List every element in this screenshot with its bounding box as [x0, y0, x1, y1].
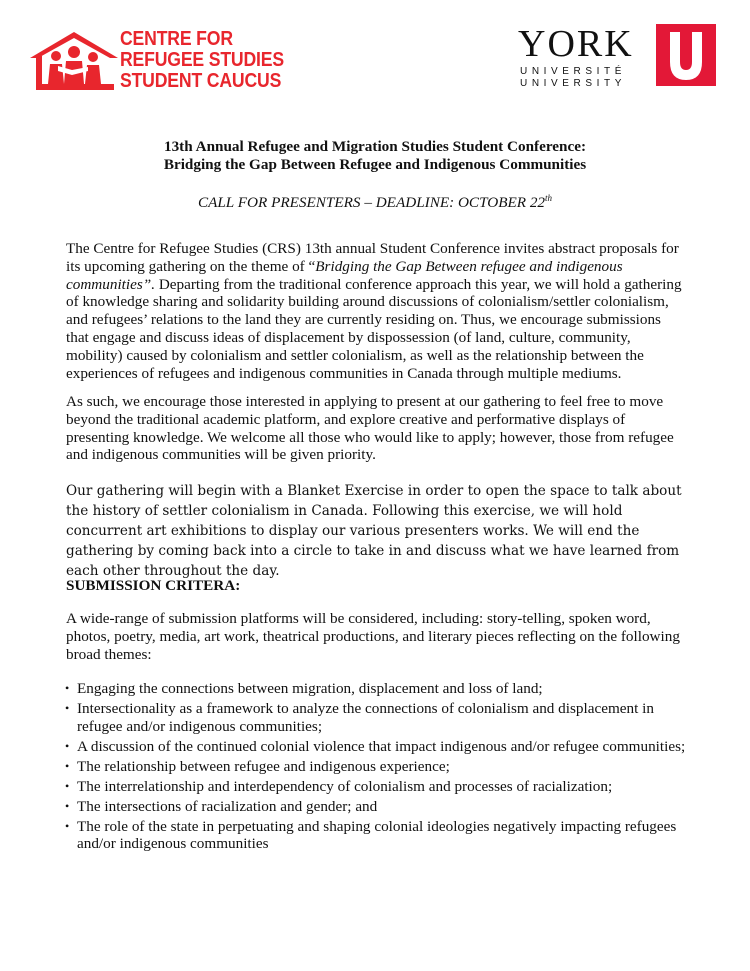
- house-with-people-icon: [28, 30, 118, 92]
- crs-logo-line1: CENTRE FOR: [120, 27, 233, 50]
- crs-student-caucus-logo: [28, 24, 284, 94]
- york-universite-text: UNIVERSITÉ: [520, 66, 627, 77]
- theme-item: • The intersections of racialization and gender; and: [66, 798, 686, 816]
- theme-item: • A discussion of the continued colonial violence that impact indigenous and/or refugee communities;: [66, 738, 686, 756]
- theme-item: • Intersectionality as a framework to analyze the connections of colonialism and displacement in refugee and/or indigenous communities;: [66, 700, 686, 735]
- crs-logo-text: [120, 28, 284, 91]
- intro-text-b: Departing from the traditional conference approach this year, we will hold a gathering of knowledge sharing and solidarity building around discussions of colonialism/settler colonialism, and refugees’ relations to the land they are currently residing on. Thus, we encourage submissions that engage and discuss ideas of displacement by dispossession (of land, culture, community, mobility) caused by colonialism and settler colonialism, as well as the relationship between the experiences of refugees and indigenous communities in Canada through multiple mediums.: [66, 275, 682, 382]
- theme-item: • The relationship between refugee and indigenous experience;: [66, 758, 686, 776]
- york-u-icon: [656, 24, 716, 86]
- intro-theme-italic: Bridging the Gap Between refugee and indigenous communities”.: [66, 257, 623, 293]
- call-for-presenters: [0, 189, 750, 212]
- intro-paragraph: [66, 240, 686, 382]
- york-university-text: UNIVERSITY: [520, 78, 627, 89]
- theme-item: • The interrelationship and interdependency of colonialism and processes of racialization;: [66, 778, 686, 796]
- crs-logo-line2: REFUGEE STUDIES: [120, 48, 284, 71]
- intro-text-a: The Centre for Refugee Studies (CRS) 13th annual Student Conference invites abstract proposals for its upcoming gathering on the theme of “: [66, 240, 679, 275]
- crs-logo-line3: STUDENT CAUCUS: [120, 69, 282, 92]
- theme-item: • The role of the state in perpetuating and shaping colonial ideologies negatively impacting refugees and/or indigenous communities: [66, 818, 686, 853]
- submission-criteria-heading: SUBMISSION CRITERA:: [66, 577, 241, 594]
- york-u-mark: [656, 24, 716, 86]
- submission-intro: A wide-range of submission platforms will be considered, including: story-telling, spoken word, photos, poetry, media, art work, theatrical productions, and literary pieces reflecting on the following broad themes:: [66, 610, 680, 663]
- conference-title-line2: Bridging the Gap Between Refugee and Indigenous Communities: [163, 156, 587, 173]
- conference-title-line1: 13th Annual Refugee and Migration Studies Student Conference:: [163, 138, 587, 155]
- priority-paragraph: As such, we encourage those interested in applying to present at our gathering to feel free to move beyond the traditional academic platform, and explore creative and performative displays of presenting knowledge. We welcome all those who would like to apply; however, those from refugee and indigenous communities will be given priority.: [66, 393, 674, 464]
- cfp-text: CALL FOR PRESENTERS – DEADLINE: OCTOBER 22: [197, 194, 546, 212]
- cfp-superscript: th: [545, 193, 553, 203]
- york-university-logo: [518, 24, 718, 88]
- gathering-paragraph: Our gathering will begin with a Blanket Exercise in order to open the space to talk about the history of settler colonialism in Canada. Following this exercise, we will hold concurrent art exhibitions to display our various presenters works. We will end the gathering by coming back into a circle to take in and discuss what we have learned from each other throughout the day.: [66, 483, 682, 579]
- theme-item: • Engaging the connections between migration, displacement and loss of land;: [66, 680, 686, 698]
- york-wordmark: YORK: [518, 23, 634, 65]
- themes-list: [66, 680, 686, 855]
